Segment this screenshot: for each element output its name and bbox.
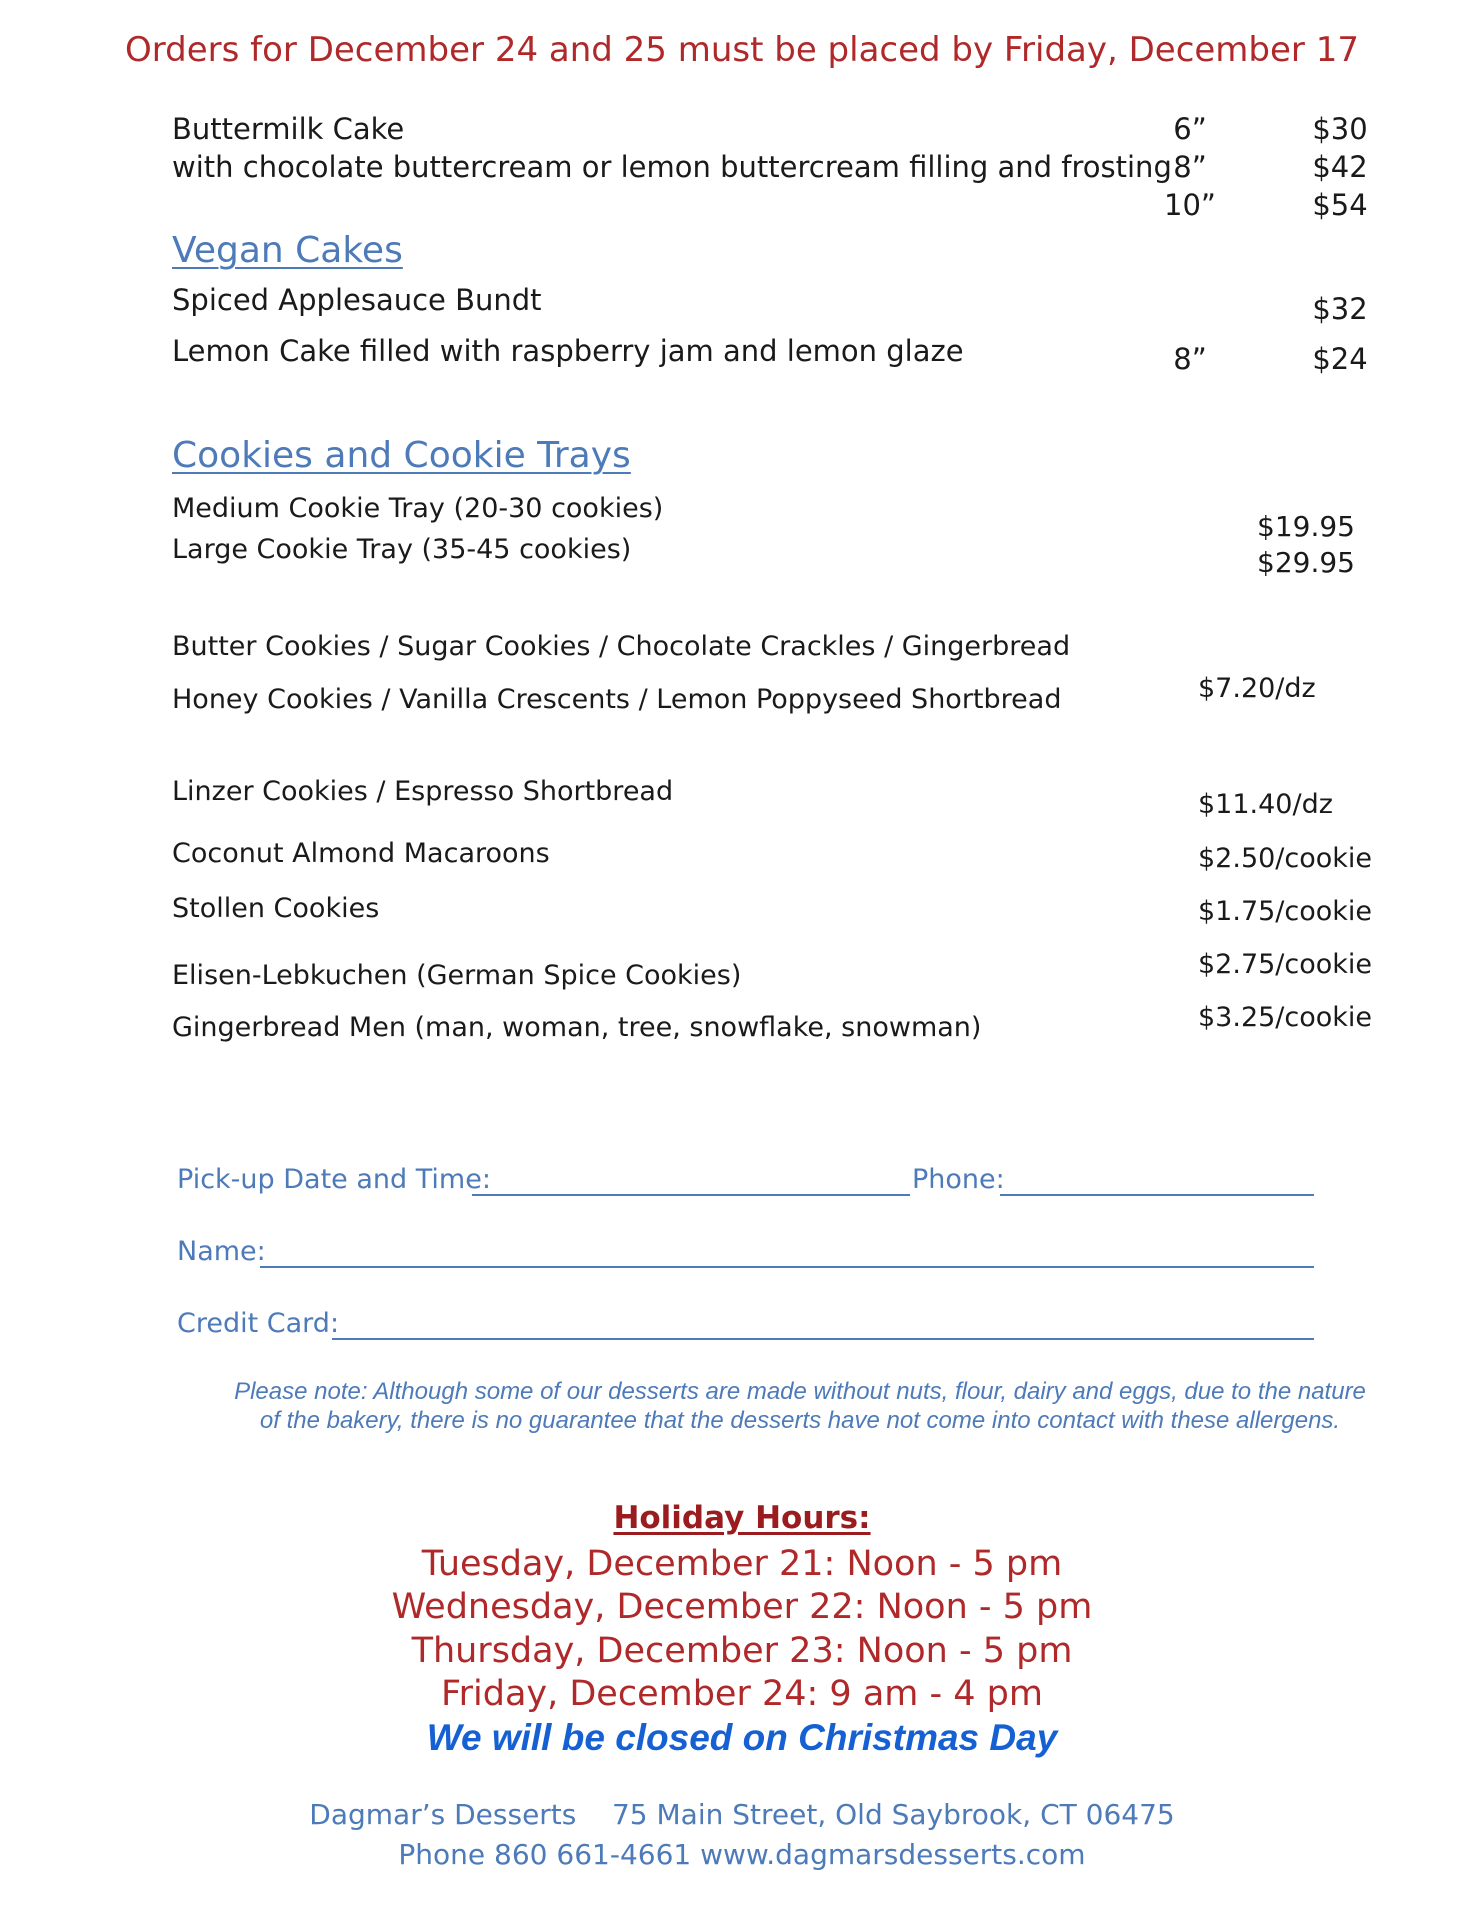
- order-deadline: Orders for December 24 and 25 must be placed by Friday, December 17: [125, 30, 1359, 70]
- phone-label: Phone:: [912, 1164, 1005, 1195]
- cookie-tray-name: Large Cookie Tray (35-45 cookies): [172, 534, 632, 565]
- cookie-item-name: Stollen Cookies: [172, 893, 380, 924]
- holiday-hours-line: Thursday, December 23: Noon - 5 pm: [411, 1631, 1073, 1671]
- dozen-cookies-price: $7.20/dz: [1198, 673, 1316, 704]
- pickup-label: Pick-up Date and Time:: [177, 1164, 491, 1195]
- cookie-item-price: $2.50/cookie: [1198, 843, 1373, 874]
- cookie-tray-name: Medium Cookie Tray (20-30 cookies): [172, 493, 664, 524]
- cookie-item-price: $1.75/cookie: [1198, 896, 1373, 927]
- buttermilk-price-8: $42: [1312, 150, 1368, 184]
- buttermilk-size-8: 8”: [1173, 150, 1207, 184]
- name-field[interactable]: [260, 1266, 1314, 1268]
- christmas-closed-notice: We will be closed on Christmas Day: [426, 1717, 1058, 1758]
- cookie-item-name: Gingerbread Men (man, woman, tree, snowflake, snowman): [172, 1012, 982, 1043]
- holiday-hours-heading: Holiday Hours:: [613, 1500, 871, 1536]
- vegan-item-size: 8”: [1173, 342, 1207, 376]
- buttermilk-size-10: 10”: [1164, 188, 1216, 222]
- footer-contact: Phone 860 661-4661 www.dagmarsdesserts.com: [398, 1838, 1086, 1871]
- cookie-tray-price: $19.95: [1257, 510, 1355, 543]
- holiday-hours-line: Wednesday, December 22: Noon - 5 pm: [391, 1587, 1093, 1627]
- buttermilk-size-6: 6”: [1173, 112, 1207, 146]
- cookie-item-price: $2.75/cookie: [1198, 949, 1373, 980]
- vegan-cakes-heading: Vegan Cakes: [172, 230, 403, 271]
- vegan-item-name: Lemon Cake filled with raspberry jam and lemon glaze: [172, 334, 964, 368]
- name-label: Name:: [177, 1236, 266, 1267]
- vegan-item-price: $32: [1312, 292, 1368, 326]
- buttermilk-cake-description: with chocolate buttercream or lemon buttercream filling and frosting: [172, 150, 1172, 184]
- footer-address: Dagmar’s Desserts 75 Main Street, Old Saybrook, CT 06475: [309, 1798, 1175, 1831]
- credit-card-field[interactable]: [332, 1338, 1314, 1340]
- cookie-tray-price: $29.95: [1257, 546, 1355, 579]
- pickup-field[interactable]: [472, 1194, 910, 1196]
- holiday-hours-line: Friday, December 24: 9 am - 4 pm: [441, 1674, 1043, 1714]
- holiday-hours-line: Tuesday, December 21: Noon - 5 pm: [421, 1544, 1063, 1584]
- buttermilk-price-6: $30: [1312, 112, 1368, 146]
- cookie-item-price: $11.40/dz: [1198, 789, 1333, 820]
- buttermilk-price-10: $54: [1312, 188, 1368, 222]
- allergy-note-line: of the bakery, there is no guarantee that the desserts have not come into contact with these allergens.: [259, 1407, 1341, 1434]
- vegan-item-name: Spiced Applesauce Bundt: [172, 283, 542, 317]
- cookie-item-price: $3.25/cookie: [1198, 1002, 1373, 1033]
- dozen-cookies-line: Butter Cookies / Sugar Cookies / Chocolate Crackles / Gingerbread: [172, 631, 1071, 662]
- cookie-item-name: Coconut Almond Macaroons: [172, 838, 550, 869]
- cookies-heading: Cookies and Cookie Trays: [172, 435, 631, 476]
- vegan-item-price: $24: [1312, 342, 1368, 376]
- dozen-cookies-line: Honey Cookies / Vanilla Crescents / Lemon Poppyseed Shortbread: [172, 684, 1062, 715]
- phone-field[interactable]: [1000, 1194, 1314, 1196]
- allergy-note-line: Please note: Although some of our desserts are made without nuts, flour, dairy and eggs, due to the nature: [234, 1378, 1366, 1405]
- cookie-item-name: Linzer Cookies / Espresso Shortbread: [172, 776, 674, 807]
- buttermilk-cake-name: Buttermilk Cake: [172, 112, 405, 146]
- credit-card-label: Credit Card:: [177, 1308, 340, 1339]
- cookie-item-name: Elisen-Lebkuchen (German Spice Cookies): [172, 960, 742, 991]
